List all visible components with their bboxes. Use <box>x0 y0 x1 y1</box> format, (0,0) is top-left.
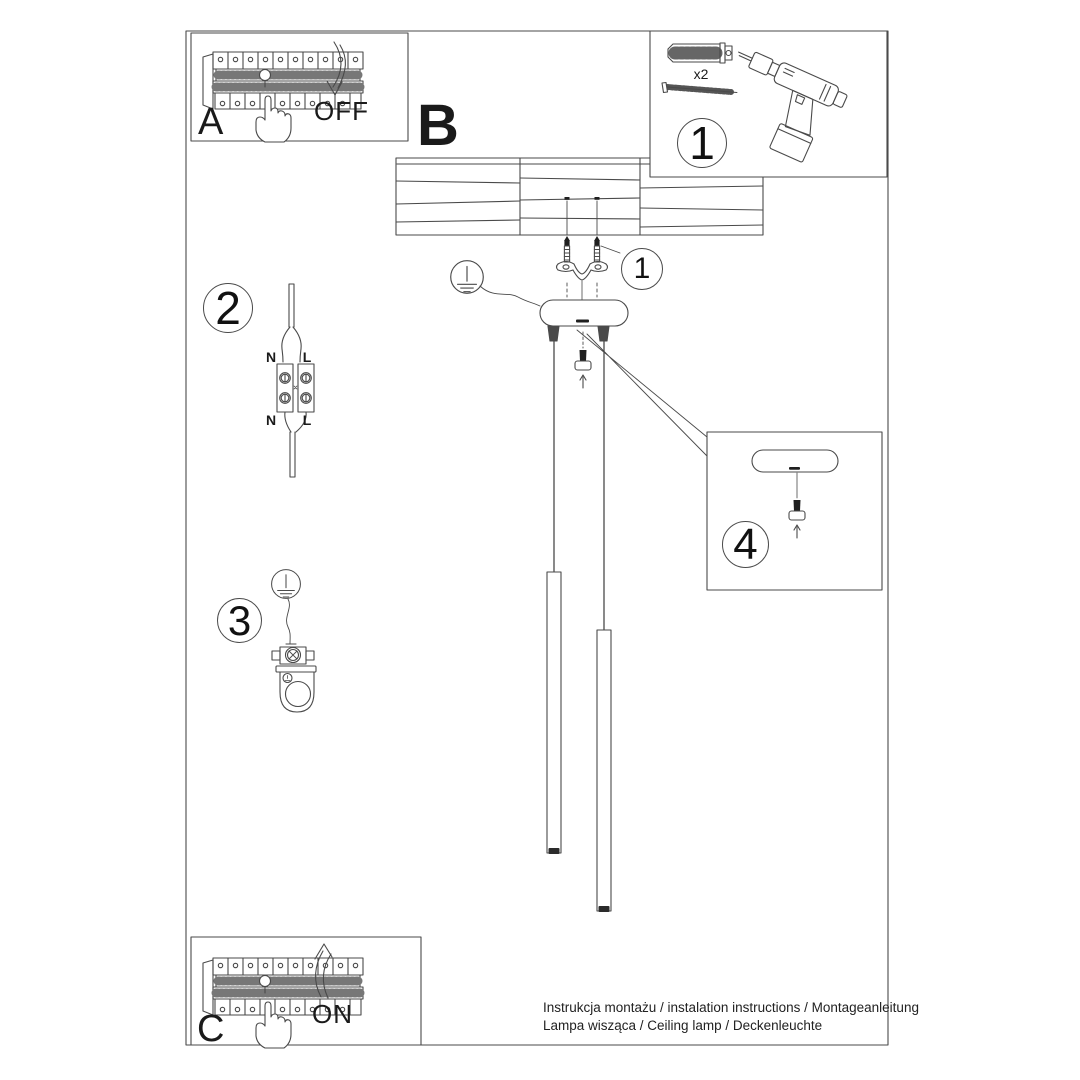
callout-wiring: 2 <box>203 283 253 333</box>
lamp-tube <box>547 572 561 853</box>
off-label: OFF <box>314 96 369 126</box>
grounding-diagram <box>272 570 316 712</box>
terminal-block <box>277 364 293 412</box>
live-label-top: L <box>302 349 312 365</box>
mains-cable <box>289 284 294 327</box>
power-off-box <box>191 33 408 142</box>
callout-4-leaders <box>577 330 707 456</box>
cable-lock-screw <box>575 350 591 388</box>
section-b-label: B <box>417 93 459 158</box>
lamp-tube <box>597 630 611 911</box>
callout-canopy-detail: 4 <box>722 521 769 568</box>
callout-screws: 1 <box>621 248 663 290</box>
section-c-label: C <box>197 1008 225 1050</box>
cable-gland <box>548 326 559 341</box>
pendant-lamp <box>540 300 628 912</box>
ground-symbol <box>451 261 540 306</box>
footer-line-2: Lampa wisząca / Ceiling lamp / Deckenleuchte <box>543 1017 823 1033</box>
on-label: ON <box>312 999 353 1029</box>
footer-text <box>543 999 919 1034</box>
ground-wire <box>287 599 291 644</box>
live-label-bottom: L <box>302 412 312 428</box>
anchor-quantity: x2 <box>693 66 709 82</box>
callout-1-leader <box>601 246 620 253</box>
terminal-block <box>298 364 314 412</box>
neutral-label-bottom: N <box>265 412 277 428</box>
neutral-label-top: N <box>265 349 277 365</box>
callout-grounding: 3 <box>217 598 262 643</box>
section-a-label: A <box>198 101 224 143</box>
cable-gland <box>598 326 609 341</box>
kit-step-badge: 1 <box>677 118 727 168</box>
power-on-box <box>191 937 421 1048</box>
wiring-diagram <box>277 284 314 477</box>
mounting-screws <box>557 236 621 300</box>
mounting-strap <box>558 262 606 275</box>
footer-line-1: Instrukcja montażu / instalation instructions / Montageanleitung <box>543 1000 919 1015</box>
